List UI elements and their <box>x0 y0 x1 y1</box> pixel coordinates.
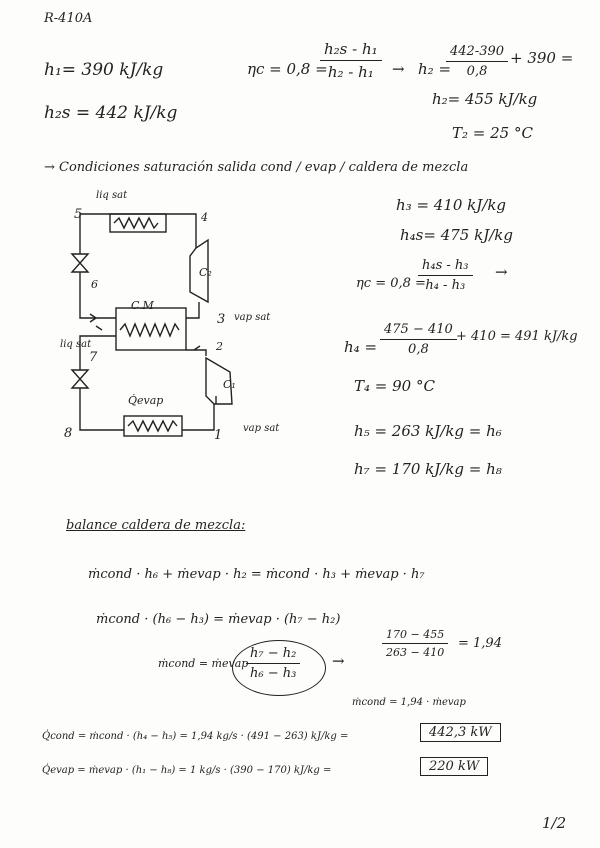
h4-lhs: h₄ = <box>344 338 378 356</box>
expansion-valve-lower-icon <box>72 370 88 388</box>
h2-num: 442-390 <box>446 44 508 62</box>
h7-value: h₇ = 170 kJ/kg = h₈ <box>354 460 502 478</box>
expansion-valve-upper-icon <box>72 254 88 272</box>
given-h2s: h₂s = 442 kJ/kg <box>44 103 178 123</box>
point-3: 3 <box>217 312 226 327</box>
eff2-lhs: ηc = 0,8 = <box>356 276 426 291</box>
label-q-evap: Q̇evap <box>128 394 164 407</box>
h3-value: h₃ = 410 kJ/kg <box>396 196 507 214</box>
page-number: 1/2 <box>542 814 567 832</box>
label-liq-sat-top: liq sat <box>96 190 128 201</box>
label-cm: C.M <box>131 299 154 312</box>
arrow-3: → <box>332 652 345 670</box>
point-8: 8 <box>64 426 73 441</box>
condenser-coil-icon <box>114 218 158 228</box>
point-4: 4 <box>201 211 208 224</box>
point-5: 5 <box>74 207 83 222</box>
label-vap-sat-mid: vap sat <box>234 312 271 323</box>
eff1-den: h₂ - h₁ <box>327 63 374 81</box>
eff2-num: h₄s - h₃ <box>418 258 473 276</box>
h5-value: h₅ = 263 kJ/kg = h₆ <box>354 422 502 440</box>
qevap-result: 220 kW <box>420 757 488 776</box>
ratio-num: 170 − 455 <box>382 628 448 644</box>
h2-den: 0,8 <box>466 64 488 79</box>
label-vap-sat-bottom: vap sat <box>243 423 280 434</box>
arrow-1: → <box>392 60 405 78</box>
t2-value: T₂ = 25 °C <box>452 124 533 142</box>
point-6: 6 <box>91 278 98 291</box>
t4-value: T₄ = 90 °C <box>354 377 435 395</box>
h4-tail: + 410 = 491 kJ/kg <box>456 329 578 344</box>
point-7: 7 <box>89 350 98 365</box>
balance-title: balance caldera de mezcla: <box>66 518 246 533</box>
h4-den: 0,8 <box>408 342 429 357</box>
eff1-lhs: ηc = 0,8 = <box>247 60 328 78</box>
h2-tail: + 390 = <box>510 49 574 67</box>
point-2: 2 <box>216 340 223 353</box>
evaporator-coil-icon <box>128 421 177 431</box>
label-liq-sat-mid: liq sat <box>60 339 92 350</box>
h4-num: 475 − 410 <box>380 322 457 340</box>
balance-eq3-num: h₇ − h₂ <box>246 646 300 664</box>
label-c2: C₂ <box>199 266 212 279</box>
conditions-note: → Condiciones saturación salida cond / evap / caldera de mezcla <box>44 160 469 175</box>
ratio-value: = 1,94 <box>458 636 502 651</box>
balance-eq3-den: h₆ − h₃ <box>250 666 297 681</box>
arrow-2: → <box>495 263 508 281</box>
balance-eq1: ṁcond · h₆ + ṁevap · h₂ = ṁcond · h₃ + ṁevap · h₇ <box>88 567 425 582</box>
balance-eq3-fraction <box>246 646 300 681</box>
qcond-result: 442,3 kW <box>420 723 501 742</box>
qcond-expression: Q̇cond = ṁcond · (h₄ − h₅) = 1,94 kg/s · (491 − 263) kJ/kg = <box>42 731 349 742</box>
ratio-den: 263 − 410 <box>386 646 445 659</box>
eff2-fraction <box>418 258 473 293</box>
point-1: 1 <box>214 428 223 443</box>
balance-eq2: ṁcond · (h₆ − h₃) = ṁevap · (h₇ − h₂) <box>96 612 341 627</box>
h4-fraction <box>380 322 457 357</box>
h2-lhs: h₂ = <box>418 60 452 78</box>
given-h1: h₁= 390 kJ/kg <box>44 60 164 80</box>
evaporator-box <box>124 416 182 436</box>
eff2-den: h₄ - h₃ <box>425 278 466 293</box>
qevap-expression: Q̇evap = ṁevap · (h₁ − h₈) = 1 kg/s · (390 − 170) kJ/kg = <box>42 765 332 776</box>
mixing-chamber-coil-icon <box>120 324 179 336</box>
balance-eq4: ṁcond = 1,94 · ṁevap <box>352 697 466 708</box>
label-c1: C₁ <box>223 378 236 391</box>
refrigerant-title: R-410A <box>44 11 93 26</box>
ratio-fraction <box>382 628 448 659</box>
eff1-num: h₂s - h₁ <box>320 40 382 61</box>
h4s-value: h₄s= 475 kJ/kg <box>400 226 513 244</box>
balance-eq3-lhs: ṁcond = ṁevap <box>158 657 249 670</box>
h2-result: h₂= 455 kJ/kg <box>432 90 538 108</box>
